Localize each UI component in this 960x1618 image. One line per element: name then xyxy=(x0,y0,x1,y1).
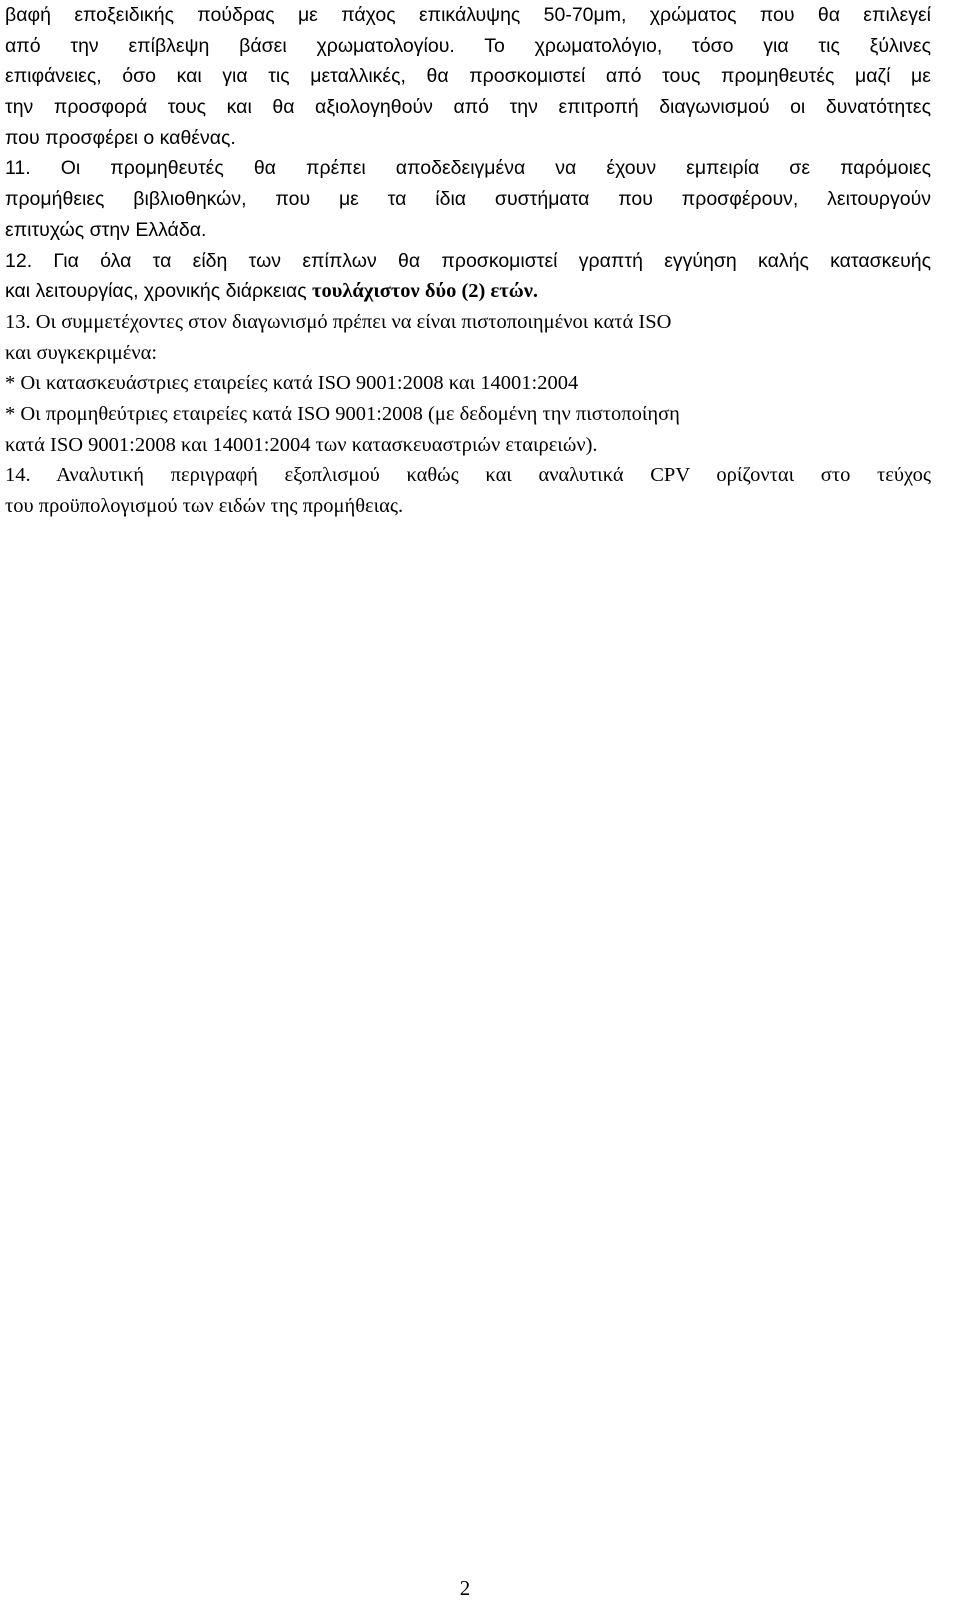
paragraph-12-line-2 xyxy=(5,276,931,307)
paragraph-10-line-2: από την επίβλεψη βάσει χρωματολογίου. Το χρωματολόγιο, τόσο για τις ξύλινες xyxy=(5,34,931,57)
paragraph-10-line-1: βαφή εποξειδικής πούδρας με πάχος επικάλυψης 50-70μm, χρώματος που θα επιλεγεί xyxy=(5,4,931,26)
paragraph-13-line-1: 13. Οι συμμετέχοντες στον διαγωνισμό πρέπει να είναι πιστοποιημένοι κατά ISO xyxy=(5,310,672,333)
paragraph-10-line-4: την προσφορά τους και θα αξιολογηθούν από την επιτροπή διαγωνισμού οι δυνατότητες xyxy=(5,96,931,119)
paragraph-13-line-5: κατά ISO 9001:2008 και 14001:2004 των κατασκευαστριών εταιρειών). xyxy=(5,433,598,456)
paragraph-13-line-2: και συγκεκριμένα: xyxy=(5,341,158,364)
paragraph-14-line-2: του προϋπολογισμού των ειδών της προμήθειας. xyxy=(5,495,404,517)
paragraph-12-line-1: 12. Για όλα τα είδη των επίπλων θα προσκομιστεί γραπτή εγγύηση καλής κατασκευής xyxy=(5,249,931,272)
paragraph-11-line-2: προμήθειες βιβλιοθηκών, που με τα ίδια συστήματα που προσφέρουν, λειτουργούν xyxy=(5,188,931,211)
paragraph-10-line-3: επιφάνειες, όσο και για τις μεταλλικές, θα προσκομιστεί από τους προμηθευτές μαζί με xyxy=(5,65,931,88)
document-page xyxy=(5,0,931,522)
paragraph-14-line-1: 14. Αναλυτική περιγραφή εξοπλισμού καθώς και αναλυτικά CPV ορίζονται στο τεύχος xyxy=(5,464,931,487)
paragraph-13-line-3: * Οι κατασκευάστριες εταιρείες κατά ISO 9001:2008 και 14001:2004 xyxy=(5,372,579,395)
paragraph-10-line-5: που προσφέρει ο καθένας. xyxy=(5,126,236,149)
paragraph-11-line-3: επιτυχώς στην Ελλάδα. xyxy=(5,218,207,241)
paragraph-12-bold-text: τουλάχιστον δύο (2) ετών. xyxy=(312,280,538,303)
paragraph-13-line-4: * Οι προμηθεύτριες εταιρείες κατά ISO 9001:2008 (με δεδομένη την πιστοποίηση xyxy=(5,402,680,425)
page-number: 2 xyxy=(459,1576,471,1600)
paragraph-11-line-1: 11. Οι προμηθευτές θα πρέπει αποδεδειγμένα να έχουν εμπειρία σε παρόμοιες xyxy=(5,157,931,180)
paragraph-12-plain-text: και λειτουργίας, χρονικής διάρκειας xyxy=(5,280,313,303)
